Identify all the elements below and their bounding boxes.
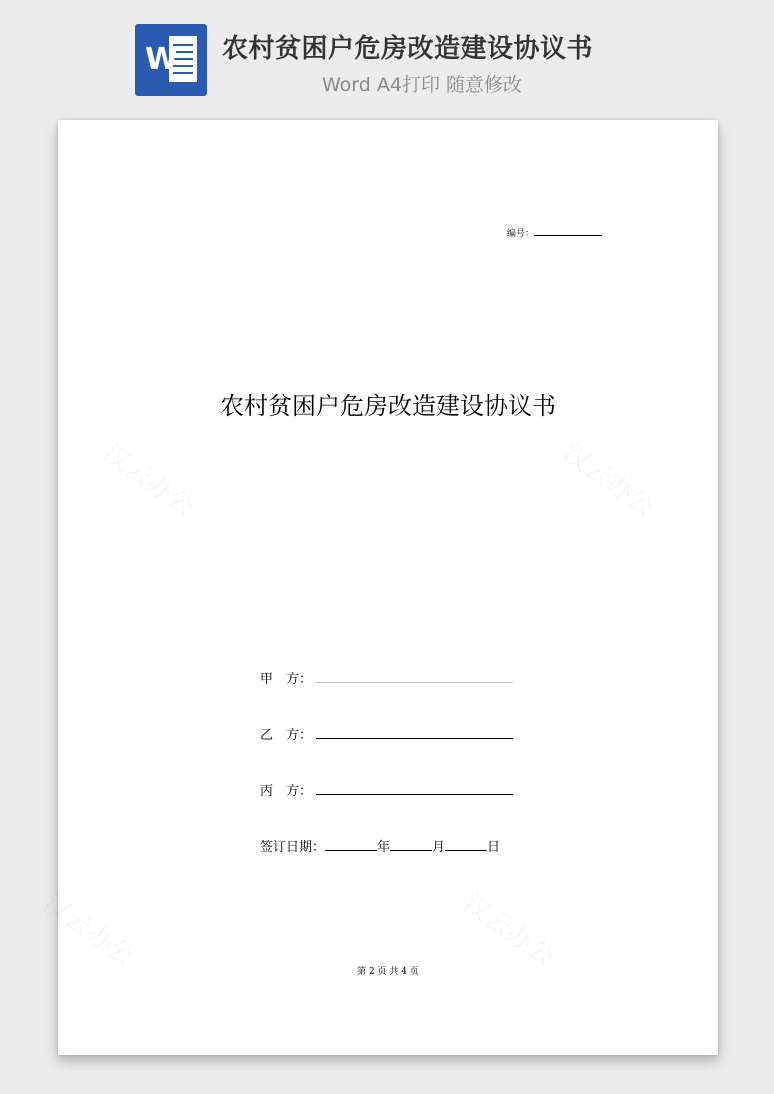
document-number bbox=[507, 226, 602, 239]
parties-section bbox=[260, 668, 513, 892]
banner-subtitle: Word A4打印 随意修改 bbox=[322, 74, 523, 96]
month-label: 月 bbox=[432, 840, 446, 855]
document-number-blank bbox=[534, 226, 602, 236]
year-label: 年 bbox=[377, 840, 391, 855]
party-b-row bbox=[260, 724, 513, 780]
party-c-blank bbox=[316, 781, 513, 795]
document-number-label: 编号： bbox=[506, 229, 534, 239]
watermark bbox=[37, 884, 143, 974]
banner-title: 农村贫困户危房改造建设协议书 bbox=[222, 34, 594, 64]
document-page bbox=[58, 120, 718, 1055]
day-blank bbox=[445, 837, 487, 851]
word-doc-icon bbox=[135, 24, 207, 96]
watermark bbox=[457, 884, 563, 974]
party-a-blank bbox=[316, 669, 513, 683]
day-label: 日 bbox=[487, 840, 501, 855]
party-c-label: 丙 方： bbox=[260, 784, 313, 799]
page-number-footer: 第 2 页 共 4 页 bbox=[357, 967, 419, 977]
party-a-label: 甲 方： bbox=[260, 672, 313, 687]
party-c-row bbox=[260, 780, 513, 836]
party-b-blank bbox=[316, 725, 513, 739]
party-b-label: 乙 方： bbox=[260, 728, 313, 743]
signing-date-row bbox=[260, 836, 513, 892]
signing-date-label: 签订日期： bbox=[260, 840, 326, 855]
word-icon-letter: W bbox=[145, 42, 179, 77]
watermark bbox=[557, 434, 663, 524]
month-blank bbox=[390, 837, 432, 851]
watermark bbox=[97, 434, 203, 524]
year-blank bbox=[325, 837, 377, 851]
header-banner bbox=[0, 0, 774, 110]
party-a-row bbox=[260, 668, 513, 724]
document-title: 农村贫困户危房改造建设协议书 bbox=[220, 392, 556, 420]
